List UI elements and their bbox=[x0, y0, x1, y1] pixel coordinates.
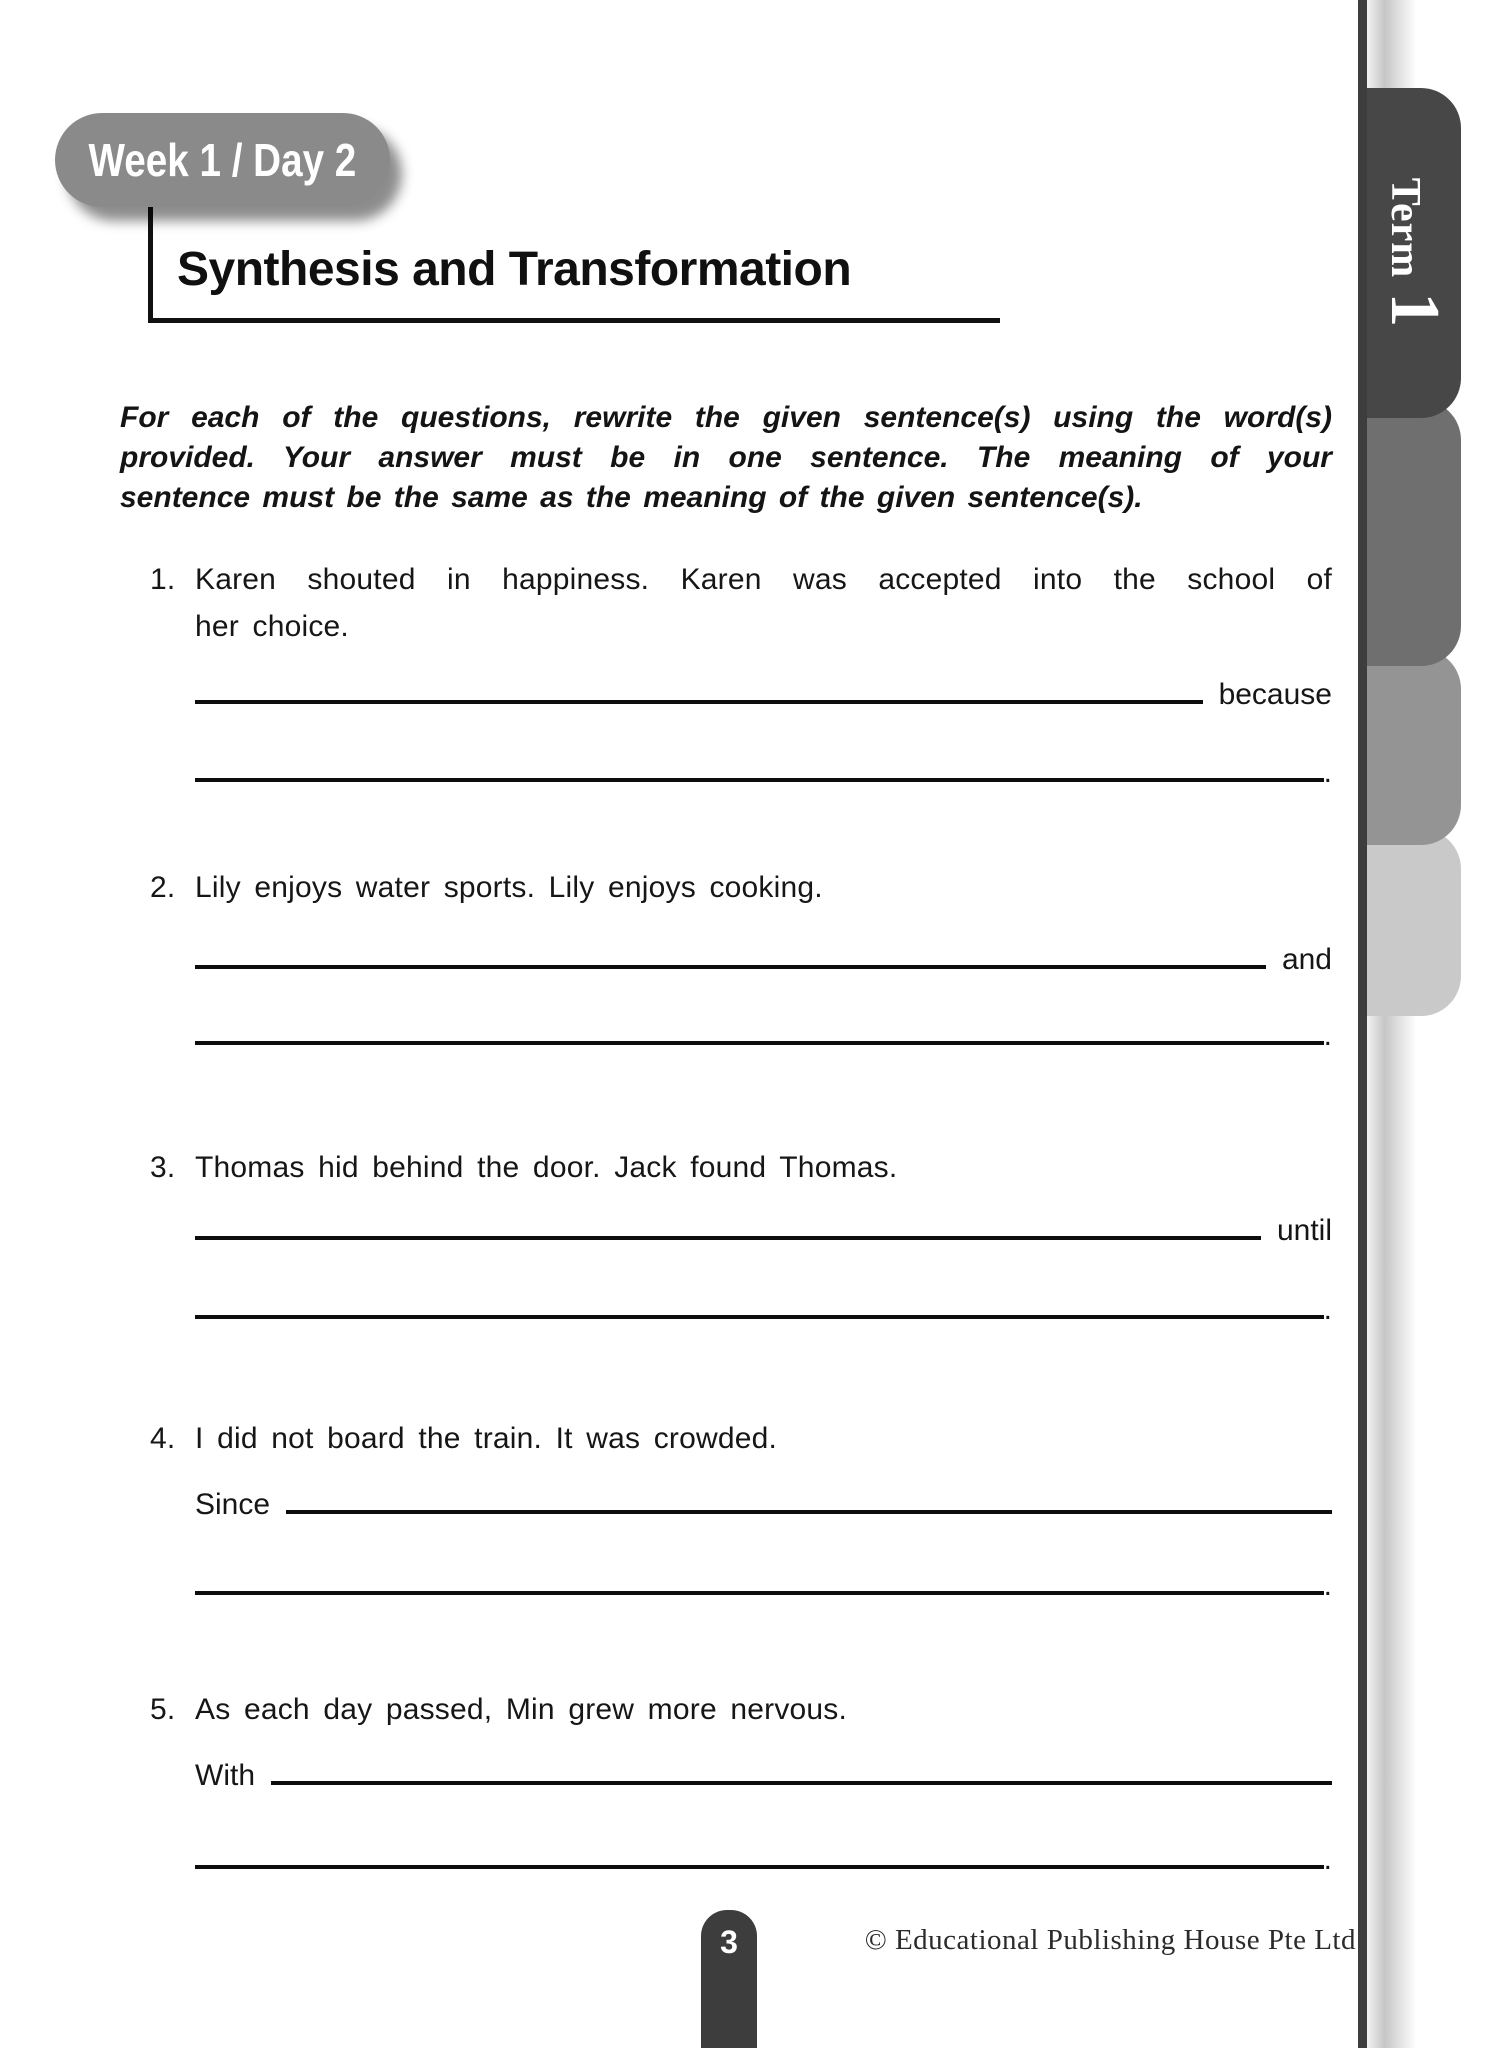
week-day-badge bbox=[55, 113, 390, 207]
question-1-answer-line-2 bbox=[195, 745, 1332, 789]
title-vertical-line bbox=[148, 200, 153, 321]
term-number: 1 bbox=[1376, 292, 1453, 329]
question-4-line-1: I did not board the train. It was crowded. bbox=[195, 1422, 778, 1455]
answer-blank-rule bbox=[195, 700, 1203, 704]
question-3-connector: until bbox=[1276, 1214, 1332, 1247]
end-punctuation: . bbox=[1323, 1569, 1332, 1602]
answer-blank-rule bbox=[195, 1591, 1324, 1595]
end-punctuation: . bbox=[1323, 1293, 1332, 1326]
question-4-starter-word: Since bbox=[195, 1488, 271, 1521]
question-2 bbox=[150, 864, 1332, 911]
instructions-line-2: provided. Your answer must be in one sentence. The meaning of your bbox=[120, 441, 1332, 474]
question-3-number: 3. bbox=[150, 1151, 176, 1184]
answer-blank-rule bbox=[195, 778, 1324, 782]
question-1-number: 1. bbox=[150, 563, 176, 596]
answer-blank-rule bbox=[195, 1865, 1324, 1869]
question-2-answer-line-1 bbox=[195, 932, 1332, 976]
question-3-answer-line-2 bbox=[195, 1282, 1332, 1326]
question-4-number: 4. bbox=[150, 1422, 176, 1455]
term-tab-label bbox=[1374, 178, 1454, 328]
week-day-badge-label: Week 1 / Day 2 bbox=[88, 134, 357, 186]
question-5-number: 5. bbox=[150, 1693, 176, 1726]
question-1-line-1: Karen shouted in happiness. Karen was accepted into the school of bbox=[195, 563, 1332, 596]
question-5-answer-line-1 bbox=[195, 1748, 1332, 1792]
answer-blank-rule bbox=[195, 965, 1266, 969]
question-1-line-2: her choice. bbox=[195, 610, 349, 643]
copyright-text: © Educational Publishing House Pte Ltd bbox=[864, 1924, 1356, 1956]
question-3 bbox=[150, 1144, 1332, 1191]
page-number: 3 bbox=[720, 1924, 738, 1960]
end-punctuation: . bbox=[1323, 1843, 1332, 1876]
term-1-tab bbox=[1367, 88, 1461, 418]
answer-blank-rule bbox=[286, 1510, 1332, 1514]
spine-line bbox=[1358, 0, 1367, 2048]
question-3-line-1: Thomas hid behind the door. Jack found Thomas. bbox=[195, 1151, 898, 1184]
question-5-answer-line-2 bbox=[195, 1832, 1332, 1876]
answer-blank-rule bbox=[195, 1041, 1324, 1045]
question-3-answer-line-1 bbox=[195, 1203, 1332, 1247]
question-4-answer-line-1 bbox=[195, 1477, 1332, 1521]
question-1-connector: because bbox=[1218, 678, 1332, 711]
end-punctuation: . bbox=[1323, 1019, 1332, 1052]
question-3-text bbox=[195, 1144, 1332, 1191]
instructions-line-3: sentence must be the same as the meaning of the given sentence(s). bbox=[120, 481, 1143, 514]
side-tab-gray-3 bbox=[1367, 649, 1461, 845]
end-punctuation: . bbox=[1323, 756, 1332, 789]
question-2-connector: and bbox=[1281, 943, 1332, 976]
question-2-line-1: Lily enjoys water sports. Lily enjoys cooking. bbox=[195, 871, 823, 904]
instructions-line-1: For each of the questions, rewrite the given sentence(s) using the word(s) bbox=[120, 401, 1332, 434]
question-2-number: 2. bbox=[150, 871, 176, 904]
side-tab-gray-4 bbox=[1367, 829, 1461, 1016]
answer-blank-rule bbox=[195, 1236, 1261, 1240]
instructions-paragraph bbox=[120, 398, 1332, 518]
question-1-text bbox=[195, 556, 1332, 650]
question-1-answer-line-1 bbox=[195, 667, 1332, 711]
question-4 bbox=[150, 1415, 1332, 1462]
side-tab-gray-2 bbox=[1367, 400, 1461, 666]
question-4-answer-line-2 bbox=[195, 1558, 1332, 1602]
question-2-text bbox=[195, 864, 1332, 911]
question-2-answer-line-2 bbox=[195, 1008, 1332, 1052]
question-5-text bbox=[195, 1686, 1332, 1733]
title-horizontal-line bbox=[148, 318, 1000, 323]
question-1 bbox=[150, 556, 1332, 650]
term-tab-text-wrap bbox=[1367, 88, 1461, 418]
question-5-line-1: As each day passed, Min grew more nervous. bbox=[195, 1693, 848, 1726]
answer-blank-rule bbox=[271, 1781, 1332, 1785]
page-title: Synthesis and Transformation bbox=[177, 243, 852, 296]
answer-blank-rule bbox=[195, 1315, 1324, 1319]
question-5-starter-word: With bbox=[195, 1759, 255, 1792]
term-word: Term bbox=[1382, 177, 1428, 279]
page-number-tab bbox=[701, 1910, 757, 2048]
question-5 bbox=[150, 1686, 1332, 1733]
question-4-text bbox=[195, 1415, 1332, 1462]
